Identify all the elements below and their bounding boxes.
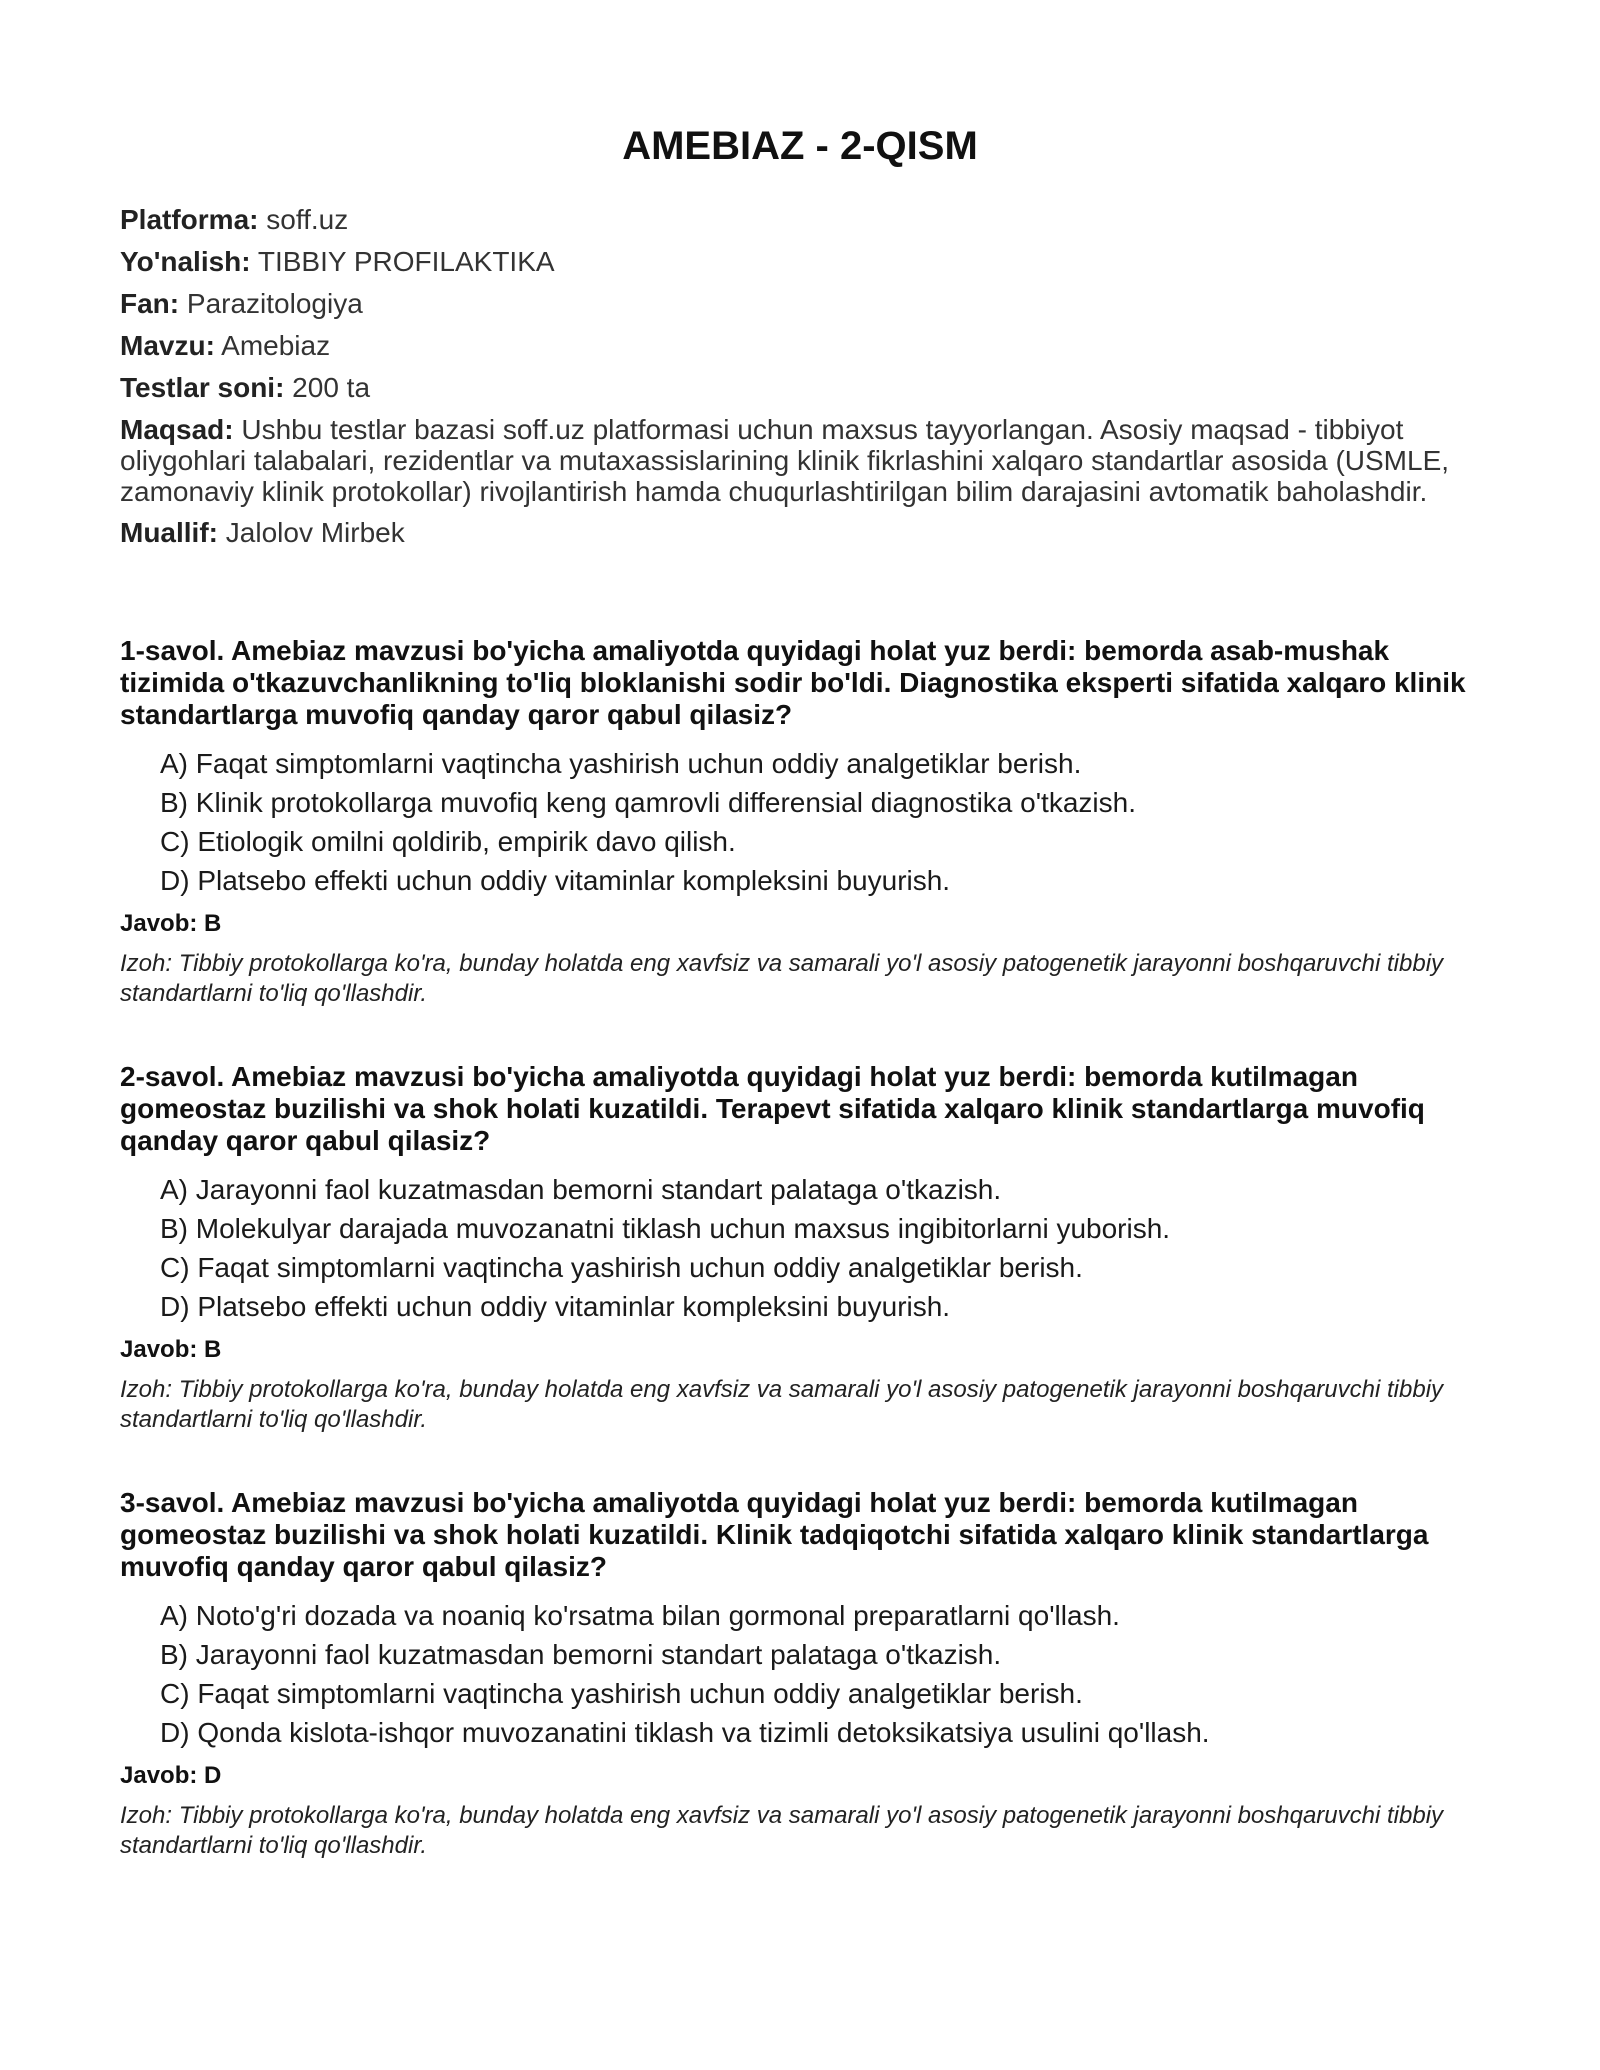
- question-item: [120, 635, 1480, 1009]
- meta-subject: [120, 288, 1480, 320]
- answer-text: Javob: D: [120, 1762, 222, 1789]
- question-text: 2-savol. Amebiaz mavzusi bo'yicha amaliyotda quyidagi holat yuz berdi: bemorda kutilmagan gomeostaz buzilishi va shok holati kuzatildi. Terapevt sifatida xalqaro klinik standartlarga muvofiq qanday qaror qabul qilasiz?: [120, 1061, 1425, 1156]
- meta-direction: [120, 246, 1480, 278]
- document-title: AMEBIAZ - 2-QISM: [622, 124, 978, 168]
- option-d: D) Qonda kislota-ishqor muvozanatini tiklash va tizimli detoksikatsiya usulini qo'llash.: [160, 1717, 1210, 1748]
- meta-label: Muallif:: [120, 517, 218, 548]
- meta-label: Fan:: [120, 288, 180, 319]
- option-d: D) Platsebo effekti uchun oddiy vitaminlar kompleksini buyurish.: [160, 865, 951, 896]
- meta-value: 200 ta: [284, 372, 371, 403]
- meta-platform: [120, 204, 1480, 236]
- option-c: C) Etiologik omilni qoldirib, empirik davo qilish.: [160, 826, 736, 857]
- meta-value: Amebiaz: [214, 330, 331, 361]
- explanation-text: Izoh: Tibbiy protokollarga ko'ra, bunday holatda eng xavfsiz va samarali yo'l asosiy patogenetik jarayonni boshqaruvchi tibbiy standartlarni to'liq qo'llashdir.: [120, 1376, 1444, 1433]
- meta-block: [120, 204, 1480, 549]
- answer-text: Javob: B: [120, 1336, 222, 1363]
- option-c: C) Faqat simptomlarni vaqtincha yashirish uchun oddiy analgetiklar berish.: [160, 1252, 1083, 1283]
- option-a: A) Noto'g'ri dozada va noaniq ko'rsatma bilan gormonal preparatlarni qo'llash.: [160, 1600, 1120, 1631]
- question-item: [120, 1487, 1480, 1861]
- explanation-text: Izoh: Tibbiy protokollarga ko'ra, bunday holatda eng xavfsiz va samarali yo'l asosiy patogenetik jarayonni boshqaruvchi tibbiy standartlarni to'liq qo'llashdir.: [120, 1802, 1444, 1859]
- options-list: [120, 747, 1480, 897]
- answer-text: Javob: B: [120, 910, 222, 937]
- questions-list: [120, 635, 1480, 1861]
- meta-test-count: [120, 372, 1480, 404]
- explanation-text: Izoh: Tibbiy protokollarga ko'ra, bunday holatda eng xavfsiz va samarali yo'l asosiy patogenetik jarayonni boshqaruvchi tibbiy standartlarni to'liq qo'llashdir.: [120, 950, 1444, 1007]
- options-list: [120, 1173, 1480, 1323]
- option-a: A) Jarayonni faol kuzatmasdan bemorni standart palataga o'tkazish.: [160, 1174, 1002, 1205]
- option-b: B) Molekulyar darajada muvozanatni tiklash uchun maxsus ingibitorlarni yuborish.: [160, 1213, 1171, 1244]
- option-d: D) Platsebo effekti uchun oddiy vitaminlar kompleksini buyurish.: [160, 1291, 951, 1322]
- question-text: 1-savol. Amebiaz mavzusi bo'yicha amaliyotda quyidagi holat yuz berdi: bemorda asab-mushak tizimida o'tkazuvchanlikning to'liq bloklanishi sodir bo'ldi. Diagnostika eksperti sifatida xalqaro klinik standartlarga muvofiq qanday qaror qabul qilasiz?: [120, 635, 1466, 730]
- option-c: C) Faqat simptomlarni vaqtincha yashirish uchun oddiy analgetiklar berish.: [160, 1678, 1083, 1709]
- meta-value: Parazitologiya: [179, 288, 363, 319]
- meta-label: Testlar soni:: [120, 372, 285, 403]
- question-item: [120, 1061, 1480, 1435]
- meta-topic: [120, 330, 1480, 362]
- meta-author: [120, 517, 1480, 549]
- meta-value: TIBBIY PROFILAKTIKA: [250, 246, 555, 277]
- meta-label: Maqsad:: [120, 414, 234, 445]
- options-list: [120, 1599, 1480, 1749]
- meta-label: Platforma:: [120, 204, 259, 235]
- option-a: A) Faqat simptomlarni vaqtincha yashirish uchun oddiy analgetiklar berish.: [160, 748, 1082, 779]
- meta-value: Jalolov Mirbek: [218, 517, 405, 548]
- option-b: B) Klinik protokollarga muvofiq keng qamrovli differensial diagnostika o'tkazish.: [160, 787, 1136, 818]
- option-b: B) Jarayonni faol kuzatmasdan bemorni standart palataga o'tkazish.: [160, 1639, 1002, 1670]
- meta-value: Ushbu testlar bazasi soff.uz platformasi uchun maxsus tayyorlangan. Asosiy maqsad - tibbiyot oliygohlari talabalari, rezidentlar va mutaxassislarining klinik fikrlashini xalqaro standartlar asosida (USMLE, zamonaviy klinik protokollar) rivojlantirish hamda chuqurlashtirilgan bilim darajasini avtomatik baholashdir.: [120, 414, 1450, 507]
- meta-label: Mavzu:: [120, 330, 215, 361]
- meta-label: Yo'nalish:: [120, 246, 251, 277]
- document-page: [120, 0, 1480, 1913]
- meta-purpose: [120, 414, 1480, 507]
- meta-value: soff.uz: [258, 204, 349, 235]
- question-text: 3-savol. Amebiaz mavzusi bo'yicha amaliyotda quyidagi holat yuz berdi: bemorda kutilmagan gomeostaz buzilishi va shok holati kuzatildi. Klinik tadqiqotchi sifatida xalqaro klinik standartlarga muvofiq qanday qaror qabul qilasiz?: [120, 1487, 1429, 1582]
